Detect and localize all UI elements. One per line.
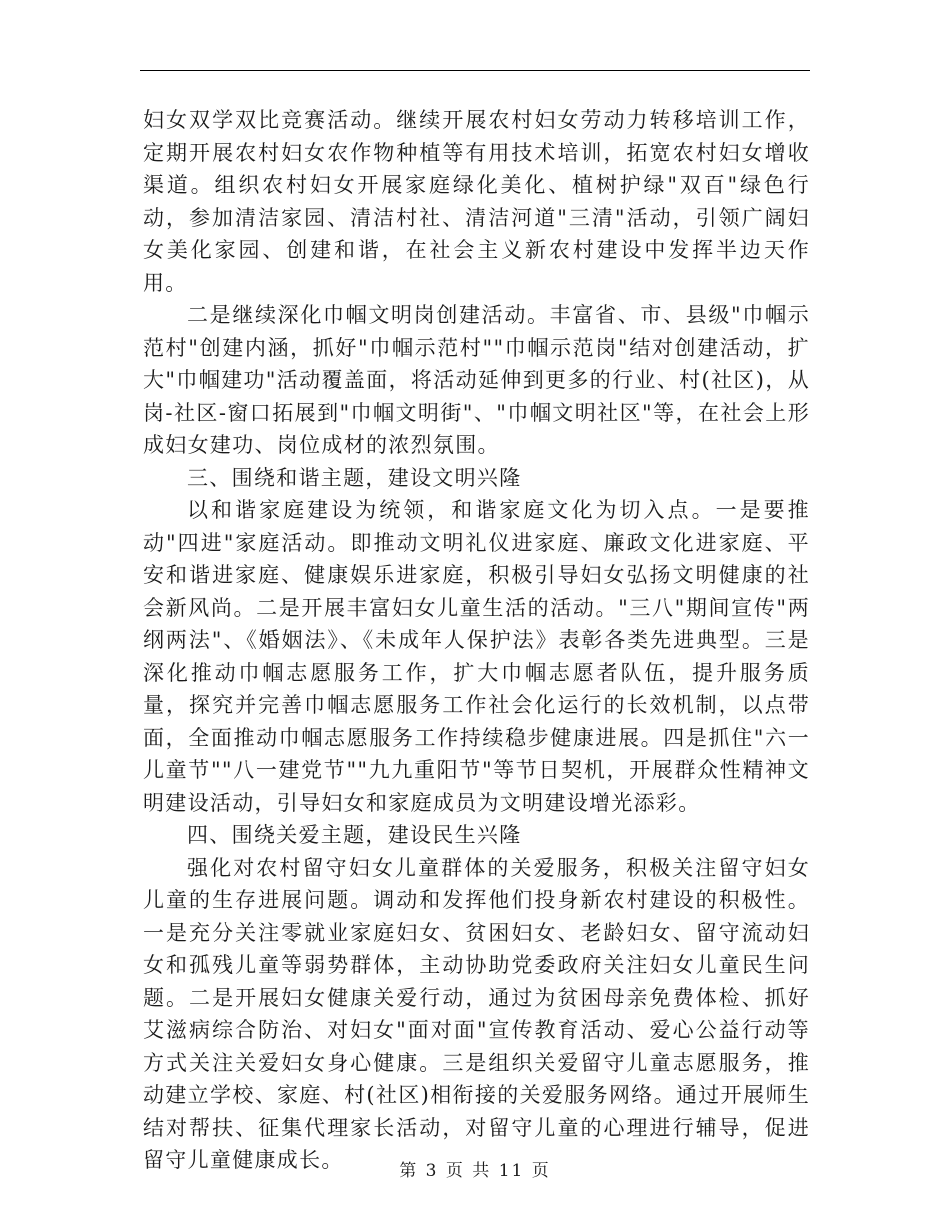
page-number-footer: 第 3 页 共 11 页 — [399, 1161, 551, 1181]
paragraph-continuation: 妇女双学双比竞赛活动。继续开展农村妇女劳动力转移培训工作，定期开展农村妇女农作物种植等有用技术培训，拓宽农村妇女增收渠道。组织农村妇女开展家庭绿化美化、植树护绿"双百"绿色行动，参加清洁家园、清洁村社、清洁河道"三清"活动，引领广阔妇女美化家园、创建和谐，在社会主义新农村建设中发挥半边天作用。 — [143, 108, 810, 295]
paragraph-harmony: 以和谐家庭建设为统领，和谐家庭文化为切入点。一是要推动"四进"家庭活动。即推动文明礼仪进家庭、廉政文化进家庭、平安和谐进家庭、健康娱乐进家庭，积极引导妇女弘扬文明健康的社会新风尚。二是开展丰富妇女儿童生活的活动。"三八"期间宣传"两纲两法"、《婚姻法》、《未成年人保护法》表彰各类先进典型。三是深化推动巾帼志愿服务工作，扩大巾帼志愿者队伍，提升服务质量，探究并完善巾帼志愿服务工作社会化运行的长效机制，以点带面，全面推动巾帼志愿服务工作持续稳步健康进展。四是抓住"六一儿童节""八一建党节""九九重阳节"等节日契机，开展群众性精神文明建设活动，引导妇女和家庭成员为文明建设增光添彩。 — [143, 498, 810, 815]
document-body — [143, 104, 810, 1177]
paragraph-care: 强化对农村留守妇女儿童群体的关爱服务，积极关注留守妇女儿童的生存进展问题。调动和发挥他们投身新农村建设的积极性。一是充分关注零就业家庭妇女、贫困妇女、老龄妇女、留守流动妇女和孤残儿童等弱势群体，主动协助党委政府关注妇女儿童民生问题。二是开展妇女健康关爱行动，通过为贫困母亲免费体检、抓好艾滋病综合防治、对妇女"面对面"宣传教育活动、爱心公益行动等方式关注关爱妇女身心健康。三是组织关爱留守儿童志愿服务，推动建立学校、家庭、村(社区)相衔接的关爱服务网络。通过开展师生结对帮扶、征集代理家长活动，对留守儿童的心理进行辅导，促进留守儿童健康成长。 — [143, 855, 810, 1172]
section-heading-care: 四、围绕关爱主题，建设民生兴隆 — [187, 823, 522, 847]
header-rule — [140, 70, 810, 71]
paragraph-womens-post: 二是继续深化巾帼文明岗创建活动。丰富省、市、县级"巾帼示范村"创建内涵，抓好"巾帼示范村""巾帼示范岗"结对创建活动，扩大"巾帼建功"活动覆盖面，将活动延伸到更多的行业、村(社区)，从岗-社区-窗口拓展到"巾帼文明街"、"巾帼文明社区"等，在社会上形成妇女建功、岗位成材的浓烈氛围。 — [143, 303, 810, 457]
section-heading-harmony: 三、围绕和谐主题，建设文明兴隆 — [187, 465, 522, 490]
